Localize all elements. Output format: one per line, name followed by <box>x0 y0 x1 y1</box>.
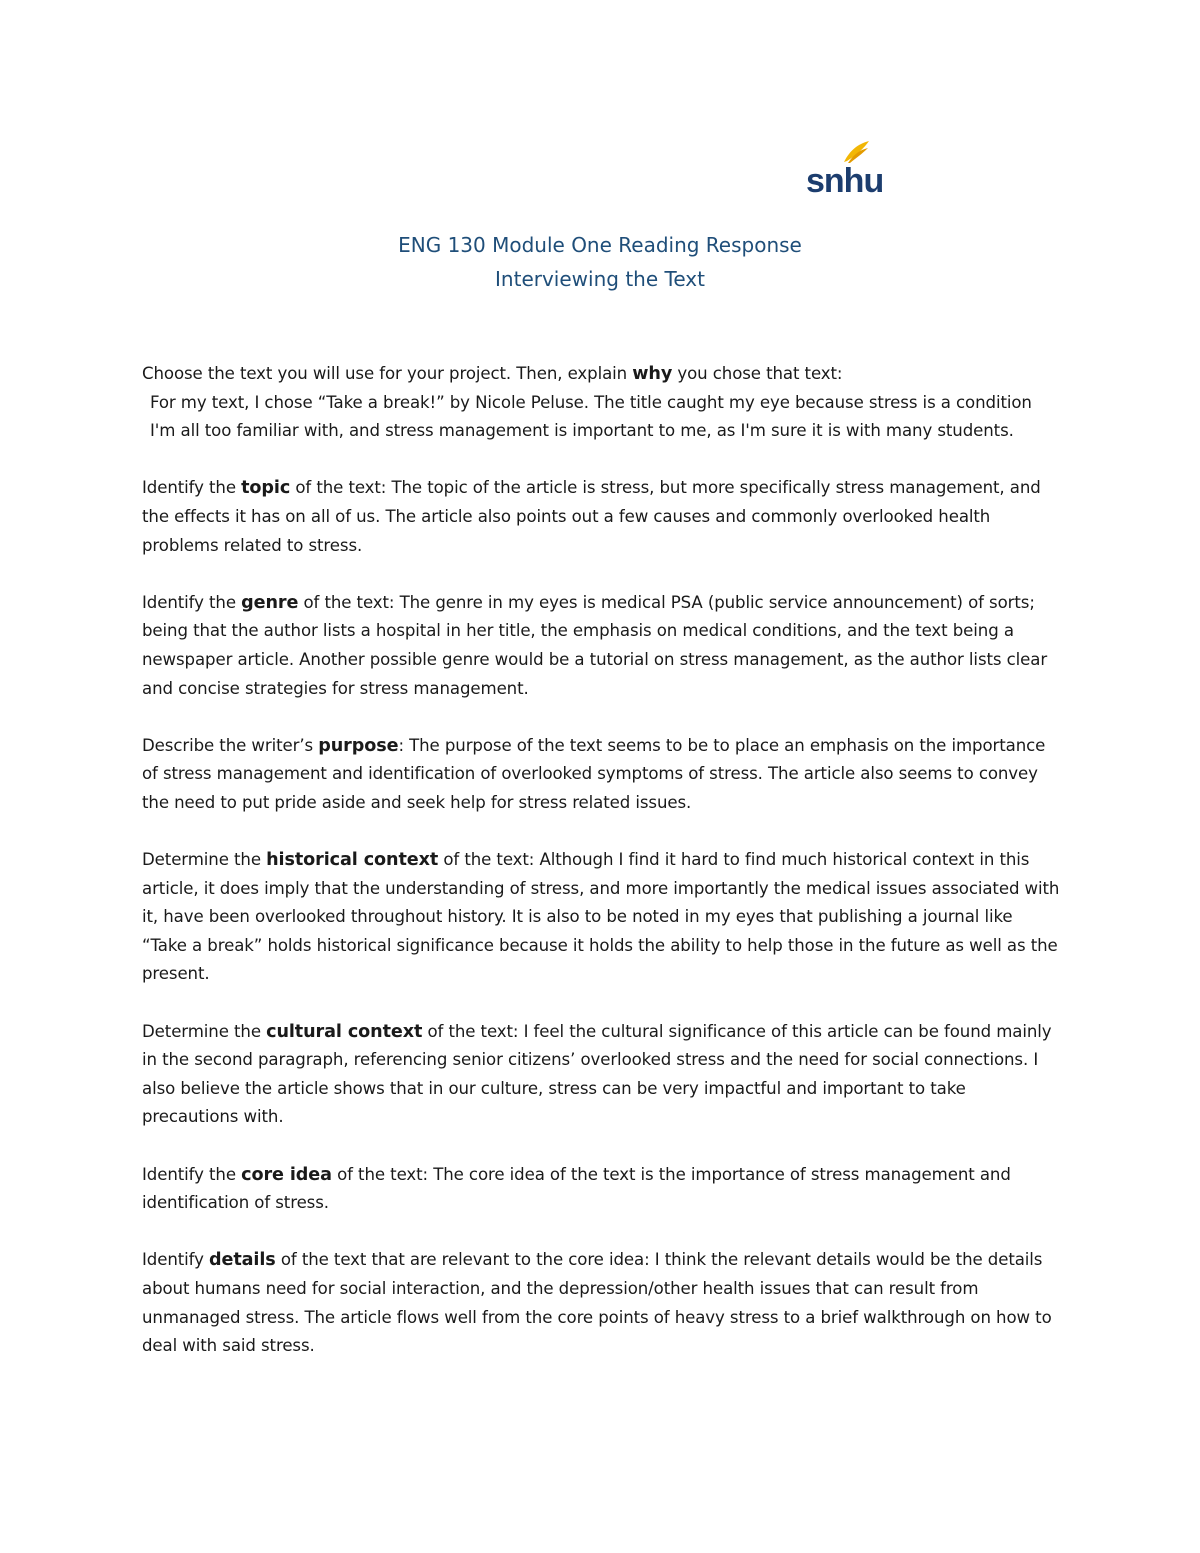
question-historical-context <box>142 846 1062 989</box>
prompt-text: Choose the text you will use for your project. Then, explain <box>142 364 633 383</box>
prompt-keyword: topic <box>241 478 291 499</box>
prompt-text: of the text: <box>422 1021 524 1041</box>
question-details <box>142 1246 1062 1360</box>
prompt-text: Determine the <box>142 1021 267 1041</box>
title-line-1: ENG 130 Module One Reading Response <box>398 233 802 257</box>
prompt-text: of the text: <box>290 478 392 498</box>
prompt-text: of the text: <box>298 592 400 612</box>
question-why <box>142 360 1062 389</box>
leaf-icon <box>842 140 870 164</box>
prompt-keyword: details <box>209 1250 276 1271</box>
question-cultural-context <box>142 1018 1062 1132</box>
question-core-idea <box>142 1161 1062 1218</box>
answer-text: I think the relevant details would be the details about humans need for social interaction, and the depression/other health issues that can result from unmanaged stress. The article flows well from the core points of heavy stress to a brief walkthrough on how to deal with said stress. <box>142 1250 1052 1356</box>
prompt-keyword: core idea <box>241 1164 332 1185</box>
answer-text: The purpose of the text seems to be to place an emphasis on the importance of stress management and identification of overlooked symptoms of stress. The article also seems to convey the need to put pride aside and seek help for stress related issues. <box>142 735 1046 812</box>
snhu-logo <box>806 140 884 206</box>
prompt-text: Identify the <box>142 478 242 498</box>
prompt-text: of the text: <box>438 850 540 870</box>
answer-text: I feel the cultural significance of this article can be found mainly in the second paragraph, referencing senior citizens’ overlooked stress and the need for social connections. I also believe the article shows that in our culture, stress can be very impactful and important to take precautions with. <box>142 1021 1052 1127</box>
prompt-text: you chose that text: <box>672 364 843 383</box>
prompt-keyword: purpose <box>318 735 399 756</box>
prompt-text: : <box>398 735 410 755</box>
question-topic <box>142 474 1062 560</box>
title-line-2: Interviewing the Text <box>495 267 705 291</box>
question-genre <box>142 589 1062 703</box>
prompt-text: Identify the <box>142 1164 242 1184</box>
answer-text: The core idea of the text is the importance of stress management and identification of stress. <box>142 1164 1011 1213</box>
answer-text: The genre in my eyes is medical PSA (public service announcement) of sorts; being that the author lists a hospital in her title, the emphasis on medical conditions, and the text being a newspaper article. Another possible genre would be a tutorial on stress management, as the author lists clear and concise strategies for stress management. <box>142 592 1048 698</box>
prompt-text: of the text: <box>331 1164 434 1184</box>
prompt-text: Determine the <box>142 850 267 870</box>
prompt-text: Describe the writer’s <box>142 735 319 755</box>
question-purpose <box>142 732 1062 818</box>
answer-text: Although I find it hard to find much historical context in this article, it does imply that the understanding of stress, and more importantly the medical issues associated with it, have been overlooked throughout history. It is also to be noted in my eyes that publishing a journal like “Take a break” holds historical significance because it holds the ability to help those in the future as well as the present. <box>142 850 1060 984</box>
prompt-text: Identify <box>142 1250 210 1270</box>
prompt-text: of the text that are relevant to the core idea: <box>275 1250 655 1270</box>
document-body <box>142 360 1062 1389</box>
prompt-keyword: historical context <box>266 850 439 871</box>
prompt-keyword: why <box>632 364 673 384</box>
document-title <box>0 228 1200 296</box>
answer-text: The topic of the article is stress, but more specifically stress management, and the effects it has on all of us. The article also points out a few causes and commonly overlooked health problems related to stress. <box>142 478 1041 555</box>
logo-text: snhu <box>806 162 884 200</box>
prompt-keyword: genre <box>241 592 299 613</box>
prompt-keyword: cultural context <box>266 1021 423 1042</box>
answer-why: For my text, I chose “Take a break!” by Nicole Peluse. The title caught my eye because stress is a condition I'm all too familiar with, and stress management is important to me, as I'm sure it is with many students. <box>150 392 1032 441</box>
prompt-text: Identify the <box>142 592 242 612</box>
